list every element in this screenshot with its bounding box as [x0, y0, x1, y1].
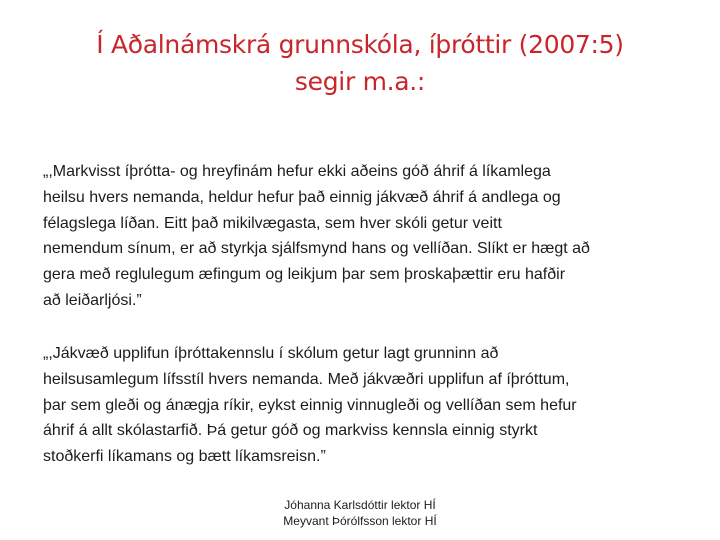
author-line-1: Jóhanna Karlsdóttir lektor HÍ — [284, 498, 436, 512]
slide-title — [60, 26, 660, 100]
quote-paragraph-2: „,Jákvæð upplifun íþróttakennslu í skólum getur lagt grunninn að heilsusamlegum lífsstíl hvers nemanda. Með jákvæðri upplifun af íþróttum, þar sem gleði og ánægja ríkir, eykst einnig vinnugleði og vellíðan sem hefur áhrif á allt skólastarfið. Þá getur góð og markviss kennsla einnig styrkt stoðkerfi líkamans og bætt líkamsreisn.” — [43, 345, 577, 466]
title-line-2: segir m.a.: — [294, 67, 426, 96]
quote-paragraph-1: „,Markvisst íþrótta- og hreyfinám hefur ekki aðeins góð áhrif á líkamlega heilsu hvers nemanda, heldur hefur það einnig jákvæð áhrif á andlega og félagslega líðan. Eitt það mikilvægasta, sem hver skóli getur veitt nemendum sínum, er að styrkja sjálfsmynd hans og vellíðan. Slíkt er hægt að gera með reglulegum æfingum og leikjum þar sem þroskaþættir eru hafðir að leiðarljósi.” — [43, 163, 590, 309]
author-line-2: Meyvant Þórólfsson lektor HÍ — [283, 514, 437, 528]
title-line-1: Í Aðalnámskrá grunnskóla, íþróttir (2007:5) — [96, 30, 624, 59]
